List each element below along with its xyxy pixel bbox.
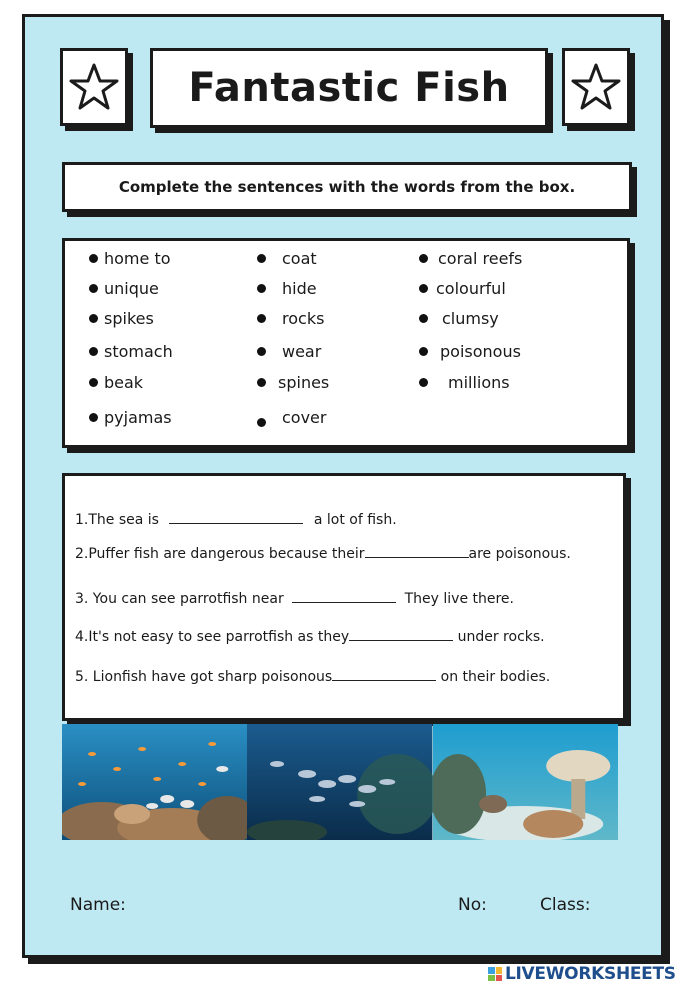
reef-photo-1 [62, 724, 247, 840]
word-bank-item: clumsy [419, 309, 499, 328]
answer-blank-3[interactable] [292, 588, 396, 603]
word-bank-item: hide [257, 279, 317, 298]
liveworksheets-icon [488, 967, 502, 981]
star-box-left [60, 48, 128, 126]
word-bank-item: wear [257, 342, 321, 361]
word-bank-item: pyjamas [89, 408, 172, 427]
word-bank-item: home to [89, 249, 171, 268]
star-icon [570, 61, 622, 113]
reef-photo-3 [433, 724, 618, 840]
word-bank-item: millions [419, 373, 510, 392]
word-bank-item: coat [257, 249, 317, 268]
sentence-5: 5. Lionfish have got sharp poisonous on their bodies. [75, 666, 550, 685]
instruction-text: Complete the sentences with the words from the box. [118, 178, 576, 196]
sentence-3: 3. You can see parrotfish near They live there. [75, 588, 514, 607]
word-bank-item: cover [257, 408, 326, 427]
star-icon [68, 61, 120, 113]
word-bank-item: unique [89, 279, 159, 298]
brand-text: LIVEWORKSHEETS [505, 964, 676, 984]
sentences-box [62, 473, 626, 721]
page-title: Fantastic Fish [188, 65, 510, 111]
sentence-2: 2.Puffer fish are dangerous because their are poisonous. [75, 543, 571, 562]
title-box [150, 48, 548, 128]
liveworksheets-logo [488, 964, 676, 984]
word-bank-item: rocks [257, 309, 324, 328]
class-label: Class: [540, 895, 591, 915]
instruction-box [62, 162, 632, 212]
sentence-1: 1.The sea is a lot of fish. [75, 509, 397, 528]
answer-blank-5[interactable] [332, 666, 436, 681]
word-bank-item: beak [89, 373, 143, 392]
reef-photo-2 [247, 724, 432, 840]
number-label: No: [458, 895, 487, 915]
word-bank [62, 238, 630, 448]
answer-blank-2[interactable] [365, 543, 469, 558]
word-bank-item: poisonous [419, 342, 521, 361]
word-bank-item: spikes [89, 309, 154, 328]
answer-blank-4[interactable] [349, 626, 453, 641]
word-bank-item: stomach [89, 342, 173, 361]
name-label: Name: [70, 895, 126, 915]
word-bank-item: coral reefs [419, 249, 522, 268]
word-bank-item: spines [257, 373, 329, 392]
answer-blank-1[interactable] [169, 509, 303, 524]
word-bank-item: colourful [419, 279, 506, 298]
sentence-4: 4.It's not easy to see parrotfish as they under rocks. [75, 626, 545, 645]
star-box-right [562, 48, 630, 126]
photo-strip [62, 724, 618, 840]
